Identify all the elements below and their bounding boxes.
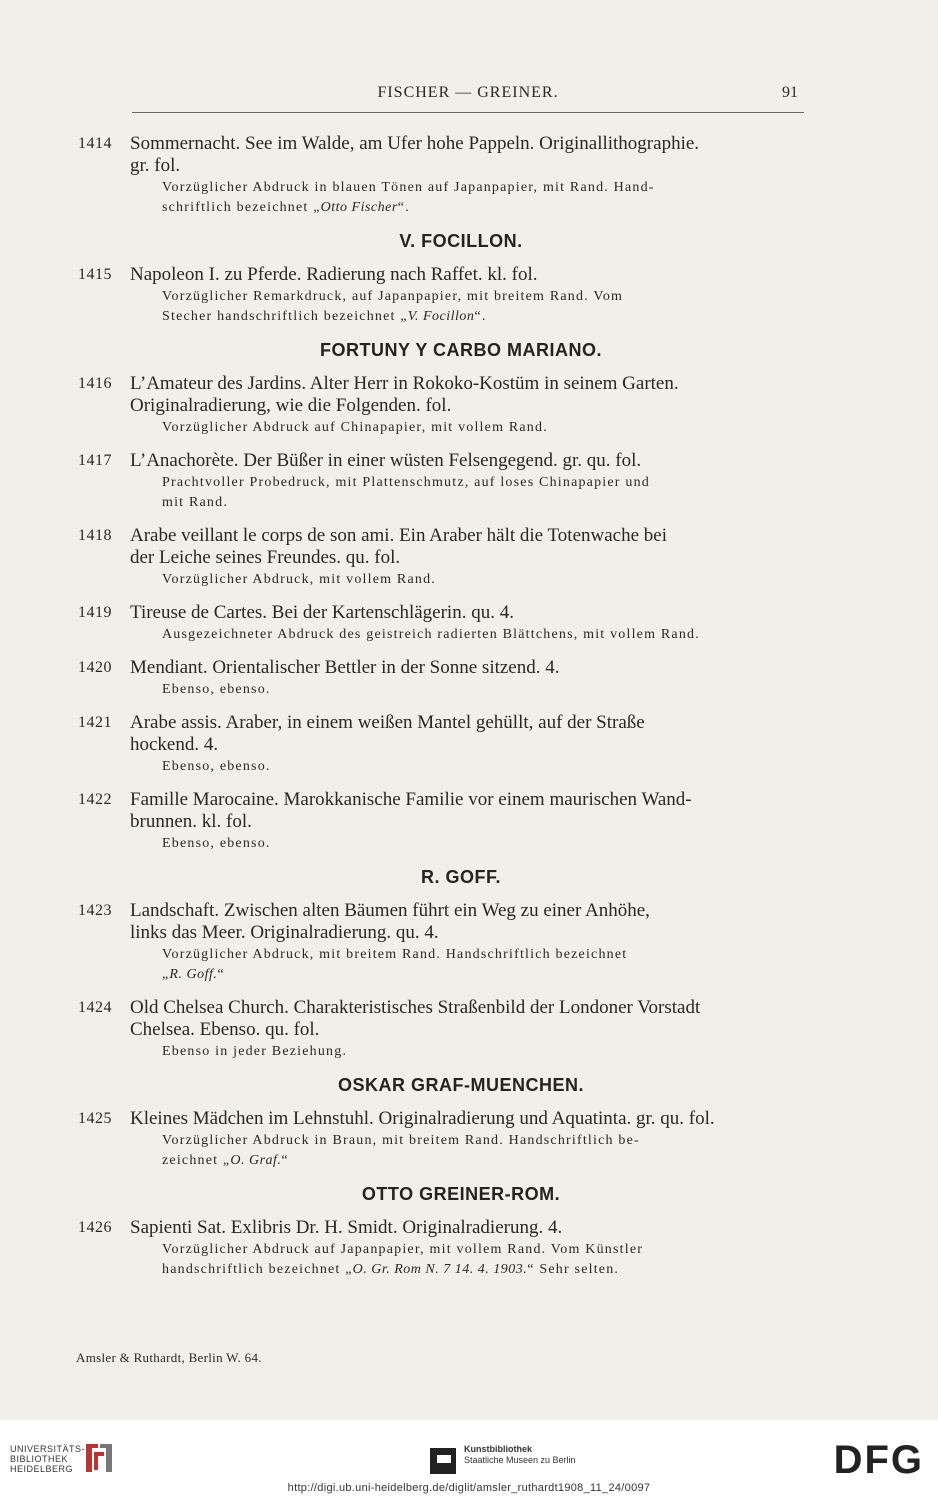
entry-number: 1423: [78, 902, 112, 919]
uni-line-2: BIBLIOTHEK: [10, 1454, 69, 1464]
entry-note: [78, 945, 804, 964]
note-text-end: “ Sehr selten.: [527, 1262, 620, 1277]
entry-title: Mendiant. Orientalischer Bettler in der Sonne sitzend. 4.: [130, 657, 560, 678]
entry-title-line: [78, 602, 804, 624]
note-text: Ebenso, ebenso.: [162, 759, 271, 774]
catalog-entry: [78, 900, 804, 984]
entry-title-continuation: Originalradierung, wie die Folgenden. fol.: [130, 395, 452, 416]
entry-title-line: [78, 997, 804, 1019]
note-text: Ebenso, ebenso.: [162, 682, 271, 697]
note-text: Vorzüglicher Abdruck auf Japanpapier, mit vollem Rand. Vom Künstler: [162, 1242, 644, 1257]
catalog-entry: [78, 602, 804, 644]
entry-title-line: [78, 900, 804, 922]
entry-number: 1417: [78, 452, 112, 469]
section-heading: FORTUNY Y CARBO MARIANO.: [319, 340, 603, 360]
catalog-entry: [78, 450, 804, 512]
note-text-2: schriftlich bezeichnet „: [162, 200, 321, 215]
catalog-entry: [78, 789, 804, 853]
section-heading: OTTO GREINER-ROM.: [361, 1184, 561, 1204]
entry-note: [78, 1240, 804, 1259]
note-text: Ebenso, ebenso.: [162, 836, 271, 851]
kb-line-1: Kunstbibliothek: [464, 1444, 532, 1454]
header-title: FISCHER — GREINER.: [377, 84, 559, 101]
entry-note: [78, 570, 804, 589]
entry-title: Landschaft. Zwischen alten Bäumen führt ein Weg zu einer Anhöhe,: [130, 900, 650, 921]
entry-title-line: [78, 789, 804, 811]
note-text-end: “: [281, 1153, 289, 1168]
note-text-end: “.: [474, 309, 487, 324]
entry-title: Sapienti Sat. Exlibris Dr. H. Smidt. Originalradierung. 4.: [130, 1217, 563, 1238]
catalog-entry: [78, 1108, 804, 1170]
entry-title-line: [78, 450, 804, 472]
entry-number: 1420: [78, 659, 112, 676]
kunstbibliothek-label: [464, 1444, 576, 1466]
section-heading: R. GOFF.: [421, 867, 501, 887]
note-text: Prachtvoller Probedruck, mit Plattenschmutz, auf loses Chinapapier und: [162, 475, 650, 490]
entry-note-continuation: [78, 198, 804, 217]
section-heading: OSKAR GRAF-MUENCHEN.: [338, 1075, 584, 1095]
catalog-entry: [78, 525, 804, 589]
entry-number: 1414: [78, 135, 112, 152]
entry-note: [78, 625, 804, 644]
note-text: Vorzüglicher Remarkdruck, auf Japanpapier, mit breitem Rand. Vom: [162, 289, 624, 304]
uni-line-1: UNIVERSITÄTS-: [10, 1444, 86, 1454]
entry-title-continuation: links das Meer. Originalradierung. qu. 4.: [130, 922, 439, 943]
catalog-entry: [78, 1217, 804, 1279]
note-text-end: “.: [397, 200, 410, 215]
entry-number: 1418: [78, 527, 112, 544]
viewer-footer: [0, 1420, 938, 1499]
entry-title: Napoleon I. zu Pferde. Radierung nach Raffet. kl. fol.: [130, 264, 538, 285]
entry-number: 1422: [78, 791, 112, 808]
entry-note: [78, 178, 804, 197]
note-signature: O. Gr. Rom N. 7 14. 4. 1903.: [352, 1262, 528, 1277]
entry-note-continuation: [78, 1260, 804, 1279]
entry-title-line: [78, 1108, 804, 1130]
entry-title-line: [78, 373, 804, 395]
entry-number: 1415: [78, 266, 112, 283]
entry-title: Famille Marocaine. Marokkanische Familie vor einem maurischen Wand-: [130, 789, 692, 810]
entry-title-line: [78, 133, 804, 155]
uni-line-3: HEIDELBERG: [10, 1464, 74, 1474]
note-text-2: handschriftlich bezeichnet „: [162, 1262, 353, 1277]
entry-title-continuation: brunnen. kl. fol.: [130, 811, 252, 832]
note-text: Vorzüglicher Abdruck, mit vollem Rand.: [162, 572, 436, 587]
entry-note: [78, 680, 804, 699]
entry-title: Kleines Mädchen im Lehnstuhl. Originalradierung und Aquatinta. gr. qu. fol.: [130, 1108, 715, 1129]
entry-number: 1416: [78, 375, 112, 392]
catalog-entry: [78, 997, 804, 1061]
entry-number: 1421: [78, 714, 112, 731]
catalog-entry: [78, 373, 804, 437]
note-text: Vorzüglicher Abdruck auf Chinapapier, mit vollem Rand.: [162, 420, 548, 435]
catalog-entry: [78, 712, 804, 776]
kunstbibliothek-logo-icon: [428, 1446, 458, 1476]
note-signature: R. Goff.: [169, 967, 218, 982]
kb-line-2: Staatliche Museen zu Berlin: [464, 1455, 576, 1465]
entry-title: L’Amateur des Jardins. Alter Herr in Rokoko-Kostüm in seinem Garten.: [130, 373, 679, 394]
entry-title-continuation: hockend. 4.: [130, 734, 219, 755]
note-text-2: Stecher handschriftlich bezeichnet „: [162, 309, 408, 324]
note-text: Vorzüglicher Abdruck in blauen Tönen auf Japanpapier, mit Rand. Hand-: [162, 180, 655, 195]
entry-note-continuation: [78, 965, 804, 984]
source-url[interactable]: http://digi.ub.uni-heidelberg.de/diglit/amsler_ruthardt1908_11_24/0097: [287, 1482, 651, 1494]
section-heading: V. FOCILLON.: [399, 231, 523, 251]
note-text-2: „: [162, 967, 170, 982]
entry-title-line: [78, 525, 804, 547]
catalog-content: [78, 133, 804, 1292]
note-signature: O. Graf.: [230, 1153, 282, 1168]
note-text: Vorzüglicher Abdruck, mit breitem Rand. Handschriftlich bezeichnet: [162, 947, 628, 962]
entry-note: [78, 418, 804, 437]
entry-title-continuation: Chelsea. Ebenso. qu. fol.: [130, 1019, 320, 1040]
entry-title-continuation: der Leiche seines Freundes. qu. fol.: [130, 547, 401, 568]
note-text-2: zeichnet „: [162, 1153, 231, 1168]
note-text-end: “: [217, 967, 225, 982]
entry-note-continuation: [78, 1151, 804, 1170]
catalog-entry: [78, 264, 804, 326]
entry-note: [78, 287, 804, 306]
note-text-2: mit Rand.: [162, 495, 229, 510]
entry-note: [78, 834, 804, 853]
dfg-logo: DFG: [833, 1438, 924, 1482]
entry-title: Sommernacht. See im Walde, am Ufer hohe Pappeln. Originallithographie.: [130, 133, 700, 154]
entry-title-line: [78, 264, 804, 286]
imprint: Amsler & Ruthardt, Berlin W. 64.: [76, 1350, 262, 1365]
entry-title: L’Anachorète. Der Büßer in einer wüsten Felsengegend. gr. qu. fol.: [130, 450, 642, 471]
entry-note: [78, 1131, 804, 1150]
entry-number: 1424: [78, 999, 112, 1016]
heidelberg-logo-icon: [84, 1440, 114, 1476]
note-text: Ebenso in jeder Beziehung.: [162, 1044, 348, 1059]
catalog-entry: [78, 133, 804, 217]
entry-number: 1425: [78, 1110, 112, 1127]
note-text: Ausgezeichneter Abdruck des geistreich radierten Blättchens, mit vollem Rand.: [162, 627, 700, 642]
entry-title-line: [78, 657, 804, 679]
university-library-label: [10, 1444, 85, 1474]
entry-title-continuation: gr. fol.: [130, 155, 181, 176]
entry-title: Tireuse de Cartes. Bei der Kartenschlägerin. qu. 4.: [130, 602, 514, 623]
entry-number: 1419: [78, 604, 112, 621]
entry-note-continuation: [78, 307, 804, 326]
note-text: Vorzüglicher Abdruck in Braun, mit breitem Rand. Handschriftlich be-: [162, 1133, 640, 1148]
entry-title-line: [78, 1217, 804, 1239]
entry-title: Arabe assis. Araber, in einem weißen Mantel gehüllt, auf der Straße: [130, 712, 645, 733]
entry-title-line: [78, 712, 804, 734]
catalog-entry: [78, 657, 804, 699]
note-signature: Otto Fischer: [320, 200, 398, 215]
entry-title: Arabe veillant le corps de son ami. Ein Araber hält die Totenwache bei: [130, 525, 667, 546]
entry-note-continuation: [78, 493, 804, 512]
running-header: [132, 84, 804, 113]
entry-note: [78, 1042, 804, 1061]
entry-note: [78, 473, 804, 492]
entry-number: 1426: [78, 1219, 112, 1236]
entry-note: [78, 757, 804, 776]
entry-title: Old Chelsea Church. Charakteristisches Straßenbild der Londoner Vorstadt: [130, 997, 701, 1018]
note-signature: V. Focillon: [407, 309, 475, 324]
page-number: 91: [782, 84, 798, 101]
